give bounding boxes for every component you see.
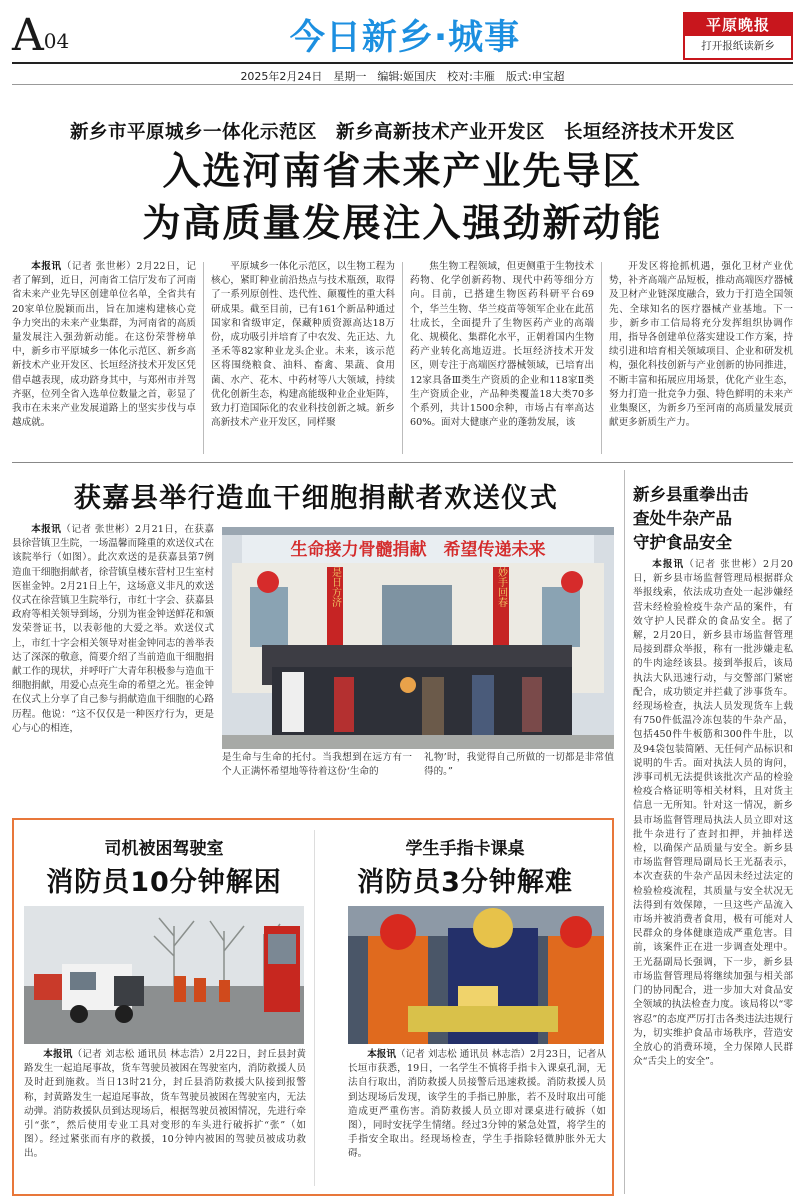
fire-left-body: 本报讯（记者 刘志松 通讯员 林志浩）2月22日，封丘县封黄路发生一起追尾事故，货车驾驶员被困在驾驶室内，消防救援人员及时赶到施救。当日13时21分，封丘县消防救援大队接到报警称，封黄路发生一起追尾事故，货车驾驶员被困在驾驶室内，无法动弹。消防救援队员到达现场后，根据驾驶员被困情况，先进行牵引“张”，然后使用专业工具对变形的车头进行破拆扩“张”（如图）。经过紧张而有序的救援，10分钟内被困的驾驶员被成功救出。 bbox=[24, 1049, 306, 1160]
blood-article-continued-2: 礼物’时，我觉得自己所做的一切都是非常值得的。” bbox=[424, 752, 614, 778]
fire-right-body: 本报讯（记者 刘志松 通讯员 林志浩）2月23日，记者从长垣市获悉，19日，一名学生不慎将手指卡入课桌孔洞，无法自行取出，消防救援人员接警后迅速救援。消防救援人员到达现场后发现，该学生的手指已肿胀，若不及时取出可能造成更严重伤害。消防救援人员立即对课桌进行破拆（如图），同时安抚学生情绪。经过3分钟的紧急处置，将学生的手指安全取出。经现场检查，学生手指除轻微肿胀外无大碍。 bbox=[348, 1049, 606, 1160]
fire-right-subtitle: 学生手指卡课桌 bbox=[405, 839, 525, 859]
page-number: A04 bbox=[12, 10, 70, 61]
box-column-divider bbox=[314, 830, 315, 1186]
student-rescue-illustration bbox=[348, 906, 604, 1044]
header-divider bbox=[12, 62, 793, 64]
sidebar-divider bbox=[624, 470, 625, 1194]
section-divider bbox=[12, 462, 793, 463]
fire-left-subtitle: 司机被困驾驶室 bbox=[104, 839, 224, 859]
lead-article-col1 bbox=[12, 260, 196, 456]
column-divider bbox=[402, 262, 403, 454]
blood-article-body: 本报讯（记者 张世彬）2月21日，在获嘉县徐营镇卫生院，一场温馨而隆重的欢送仪式在该院举行（如图）。此次欢送的是获嘉县第7例造血干细胞捐献者，徐营镇皇楼东营村卫生室村医崔金钟。2月21日上午，这场意义非凡的欢送仪式在徐营镇卫生院举行，市红十字会、获嘉县政府等相关领导到场，分别为崔金钟送鲜花和颁发荣誉证书，以表彰他的大爱之举。欢送仪式上，市红十字会相关领导对崔金钟同志的善举表达了深深的敬意，简要介绍了当前造血干细胞捐献工作的现状，并呼吁广大青年积极参与造血干细胞捐献，用爱心点亮生命的希望之光。崔金钟在仪式上分享了自己参与捐献造血干细胞的心路历程。他说：“这不仅仅是一种医疗行为，更是心与心的相连， bbox=[12, 524, 214, 734]
fire-right-headline: 消防员3分钟解难 bbox=[357, 867, 573, 898]
crowd-of-people bbox=[262, 645, 572, 737]
column-divider bbox=[203, 262, 204, 454]
fire-left-headline: 消防员10分钟解困 bbox=[46, 867, 282, 898]
lead-headline bbox=[12, 145, 793, 249]
brand-name: 平原晚报 bbox=[685, 14, 791, 36]
lead-article-col3: 焦生物工程领域，但更侧重于生物技术药物、化学创新药物、现代中药等细分方向。目前，已搭建生物医药科研平台69个，华兰生物、华兰疫苗等领军企业在此茁壮成长，全面提升了生物医药产业的高端化、规模化、集群化水平，正朝着国内生物药产业转化高地迈进。长垣经济技术开发区，则专注于高端医疗器械领域，已培育出12家具备Ⅲ类生产资质的企业和118家Ⅱ类生产资质企业，产品种类覆盖18大类70多个系列，共计1500余种，市场占有率高达60%。面对大健康产业的蓬勃发展，该 bbox=[410, 261, 594, 429]
truck-accident-illustration bbox=[24, 906, 304, 1044]
section-title: 今日新乡·城事 bbox=[289, 18, 521, 58]
couplet-right: 妙手回春 bbox=[495, 567, 507, 607]
food-safety-headline: 新乡县重拳出击 查处牛杂产品 守护食品安全 bbox=[633, 485, 749, 552]
lead-col1-text: （记者 张世彬）2月22日，记者了解到，近日，河南省工信厅发布了河南省未来产业先导区创建单位名单，全省共有20家单位脱颖而出，旨在加速构建核心竞争力突出的未来产业集群，为河南省的高质量发展注入强劲新动能。在这份荣誉榜单中，新乡市平原城乡一体化示范区、新乡高新技术产业开发区、长垣经济技术开发区凭借卓越表现，成功跻身其中，与郑州市并驾齐驱，位列全省入选单位数量之首，彰显了我市在未来产业发展道路上的坚实步伐与卓越成就。 bbox=[12, 261, 196, 429]
blood-byline: 本报讯 bbox=[31, 524, 62, 535]
header-divider-thin bbox=[12, 84, 793, 85]
donor-ceremony-illustration bbox=[222, 527, 614, 749]
column-divider bbox=[601, 262, 602, 454]
food-safety-body: 本报讯（记者 张世彬）2月20日，新乡县市场监督管理局根据群众举报线索，依法成功查处一起涉嫌经营未经检验检疫牛杂产品的案件，有效守护人民群众的食品安全。据了解，2月20日，新乡县市场监督管理局接到群众举报，称有一批涉嫌走私的牛肉途经该县。接到举报后，该局执法大队迅速行动，与交警部门紧密配合，成功锁定并拦截了涉事货车。经现场检查，执法人员发现货车上载有750件低温冷冻包装的牛杂产品，包括450件牛板筋和300件牛肚，以及94袋包装简陋、无任何产品标识和说明的牛舌。面对执法人员的询问，涉事司机无法提供该批次产品的检验检疫合格证明等相关材料，且对货主信息一无所知。针对这一情况，新乡县市场监督管理局执法人员立即对这批牛杂进行了查封扣押，并抽样送检，以确保产品质量与安全。新乡县市场监督管理局副局长王光磊表示，本次查获的牛杂产品因未经过法定的检验检疫流程，其质量与安全状况无法得到有效保障，一旦这些产品流入市场并被消费者食用，极有可能对人民群众的身体健康造成严重危害。目前，该案件正在进一步调查处理中。王光磊副局长强调，下一步，新乡县市场监督管理局将继续加强与相关部门的协同配合，进一步加大对食品安全领域的执法检查力度。该局将以“零容忍”的态度严厉打击各类违法违规行为，切实维护食品市场秩序，营造安全放心的消费环境，全力保障人民群众“舌尖上的安全”。 bbox=[633, 559, 793, 1068]
lead-byline: 本报讯 bbox=[31, 261, 62, 272]
photo-banner: 生命接力骨髓捐献 希望传递未来 bbox=[290, 540, 546, 560]
lead-headline-line2: 为高质量发展注入强劲新动能 bbox=[142, 201, 663, 245]
lead-kicker: 新乡市平原城乡一体化示范区 新乡高新技术产业开发区 长垣经济技术开发区 bbox=[69, 122, 735, 143]
blood-headline: 获嘉县举行造血干细胞捐献者欢送仪式 bbox=[73, 483, 559, 514]
fire-rescue-box bbox=[12, 818, 614, 1196]
truck-accident-photo bbox=[24, 906, 304, 1044]
date-line: 2025年2月24日 星期一 编辑:姬国庆 校对:丰雁 版式:申宝超 bbox=[240, 70, 565, 83]
lead-article-col2: 平原城乡一体化示范区，以生物工程为核心，紧盯种业前沿热点与技术瓶颈，取得了一系列原创性、迭代性、颠覆性的重大科研成果。截至目前，已有161个新品种通过国家和省级审定，保藏种质资源高达18万份，成功吸引并培育了中农发、先正达、九圣禾等82家种业龙头企业。未来，该示范区将围绕粮食、油料、畜禽、果蔬、食用菌、水产、花木、中药材等八大领域，持续优化创新生态，构建高能级种业企业矩阵，致力打造国际化的农业科技创新之城。新乡高新技术产业开发区，同样聚 bbox=[211, 261, 395, 429]
brand-logo bbox=[683, 12, 793, 60]
blood-article-continued-1: 是生命与生命的托付。当我想到在远方有一个人正满怀希望地等待着这份‘生命的 bbox=[222, 752, 412, 778]
student-rescue-photo bbox=[348, 906, 604, 1044]
lead-article-col4: 开发区将抢抓机遇，强化卫材产业优势，补齐高端产品短板，推动高端医疗器械及卫材产业链深度融合，致力于打造全国领先、全球知名的医疗器械产业基地。下一步，新乡市工信局将充分发挥组织协调作用，指导各创建单位落实建设工作方案，持续引进和培育相关领域项目、企业和研发机构，强化科技创新与产业创新的协同推进，不断丰富和拓展应用场景，优化产业生态，努力打造一批竞争力强、特色鲜明的未来产业集聚区，为新乡乃至河南的高质量发展贡献更多新质生产力。 bbox=[609, 261, 793, 429]
donor-ceremony-photo bbox=[222, 527, 614, 749]
lead-headline-line1: 入选河南省未来产业先导区 bbox=[162, 149, 643, 193]
brand-tagline: 打开报纸读新乡 bbox=[701, 40, 775, 52]
couplet-left: 是日方济 bbox=[329, 567, 341, 607]
